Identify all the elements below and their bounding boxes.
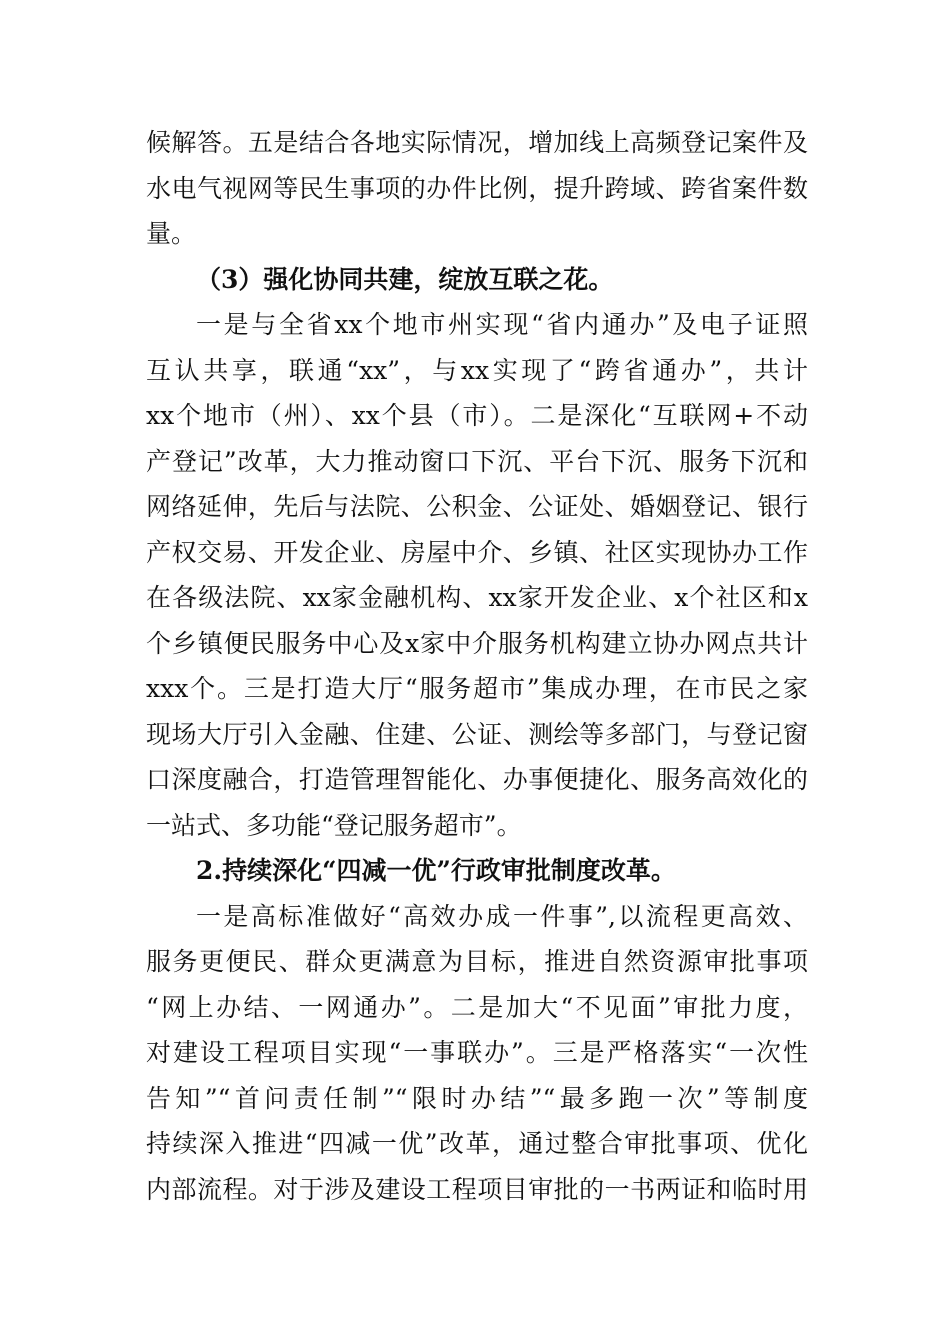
text-line: 水电气视网等民生事项的办件比例，提升跨域、跨省案件数 [146,173,808,203]
text-line: 量。 [146,219,197,248]
text-line: 口深度融合，打造管理智能化、办事便捷化、服务高效化的 [146,765,808,794]
text-line: 一是与全省xx个地市州实现“省内通办”及电子证照 [196,310,808,339]
document-body [146,120,808,1212]
text-line: “网上办结、一网通办”。二是加大“不见面”审批力度， [146,992,808,1022]
text-line: 在各级法院、xx家金融机构、xx家开发企业、x个社区和x [146,583,808,612]
text-line: 现场大厅引入金融、住建、公证、测绘等多部门，与登记窗 [146,719,808,749]
text-line: 网络延伸，先后与法院、公积金、公证处、婚姻登记、银行 [146,492,808,521]
text-line: 产权交易、开发企业、房屋中介、乡镇、社区实现协办工作 [146,537,808,567]
text-line: 一是高标准做好“高效办成一件事”,以流程更高效、 [196,901,808,931]
text-line: 持续深入推进“四减一优”改革，通过整合审批事项、优化 [146,1129,808,1158]
text-line: 内部流程。对于涉及建设工程项目审批的一书两证和临时用 [146,1174,808,1204]
section-heading: 2.持续深化“四减一优”行政审批制度改革。 [196,856,676,885]
text-line: 互认共享，联通“xx”，与xx实现了“跨省通办”，共计 [146,355,808,385]
text-line: 告知”“首问责任制”“限时办结”“最多跑一次”等制度 [146,1083,808,1113]
text-line: 服务更便民、群众更满意为目标，推进自然资源审批事项 [146,947,808,976]
text-line: 候解答。五是结合各地实际情况，增加线上高频登记案件及 [146,128,808,157]
section-heading: （3）强化协同共建，绽放互联之花。 [196,264,614,294]
text-line: 对建设工程项目实现“一事联办”。三是严格落实“一次性 [146,1038,808,1067]
text-line: 个乡镇便民服务中心及x家中介服务机构建立协办网点共计 [146,628,808,658]
text-line: xxx个。三是打造大厅“服务超市”集成办理，在市民之家 [146,674,808,703]
text-line: 一站式、多功能“登记服务超市”。 [146,810,522,840]
text-line: xx个地市（州）、xx个县（市）。二是深化“互联网+不动 [146,401,808,430]
text-line: 产登记”改革，大力推动窗口下沉、平台下沉、服务下沉和 [146,446,808,476]
